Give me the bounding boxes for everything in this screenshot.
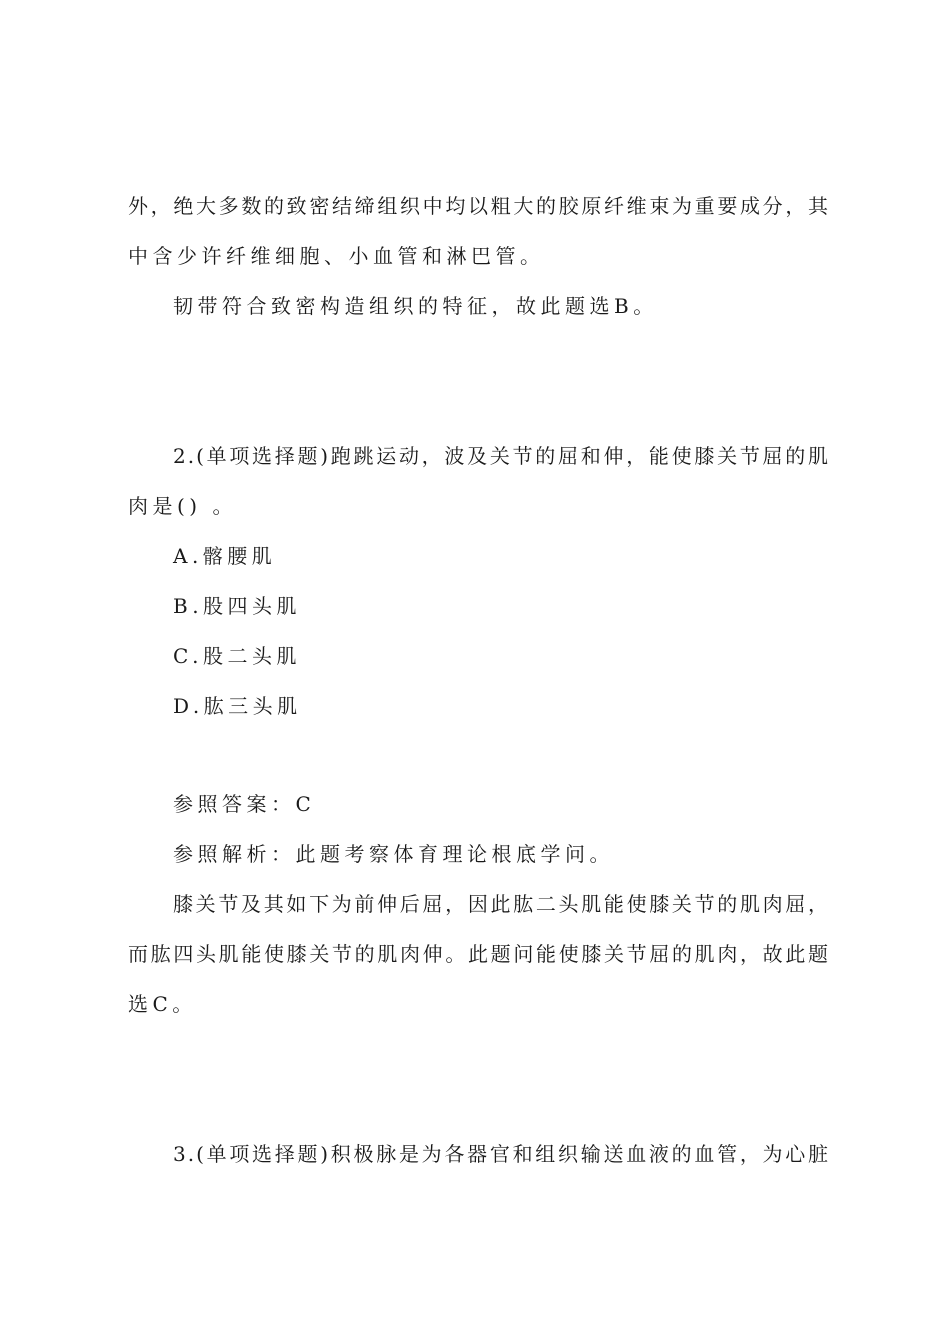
- question-3-stem: 3.(单项选择题)积极脉是为各器官和组织输送血液的血管，为心脏: [173, 1142, 830, 1166]
- option-d: D.肱三头肌: [173, 694, 302, 718]
- answer-line: 参照答案：C: [173, 792, 316, 816]
- explanation-line: 选C。: [128, 992, 197, 1016]
- explanation-line: 而肱四头肌能使膝关节的肌肉伸。此题问能使膝关节屈的肌肉，故此题: [128, 942, 830, 966]
- option-b: B.股四头肌: [173, 594, 302, 618]
- paragraph-line: 外，绝大多数的致密结缔组织中均以粗大的胶原纤维束为重要成分，其: [128, 194, 830, 218]
- explanation-line: 膝关节及其如下为前伸后屈，因此肱二头肌能使膝关节的肌肉屈，: [173, 892, 830, 916]
- option-a: A.髂腰肌: [173, 544, 277, 568]
- option-c: C.股二头肌: [173, 644, 301, 668]
- question-2-stem: 2.(单项选择题)跑跳运动，波及关节的屈和伸，能使膝关节屈的肌: [173, 444, 830, 468]
- paragraph-line: 中含少许纤维细胞、小血管和淋巴管。: [128, 244, 545, 268]
- analysis-line: 参照解析：此题考察体育理论根底学问。: [173, 842, 614, 866]
- paragraph-line: 韧带符合致密构造组织的特征，故此题选B。: [173, 294, 658, 318]
- question-2-stem-cont: 肉是() 。: [128, 494, 237, 518]
